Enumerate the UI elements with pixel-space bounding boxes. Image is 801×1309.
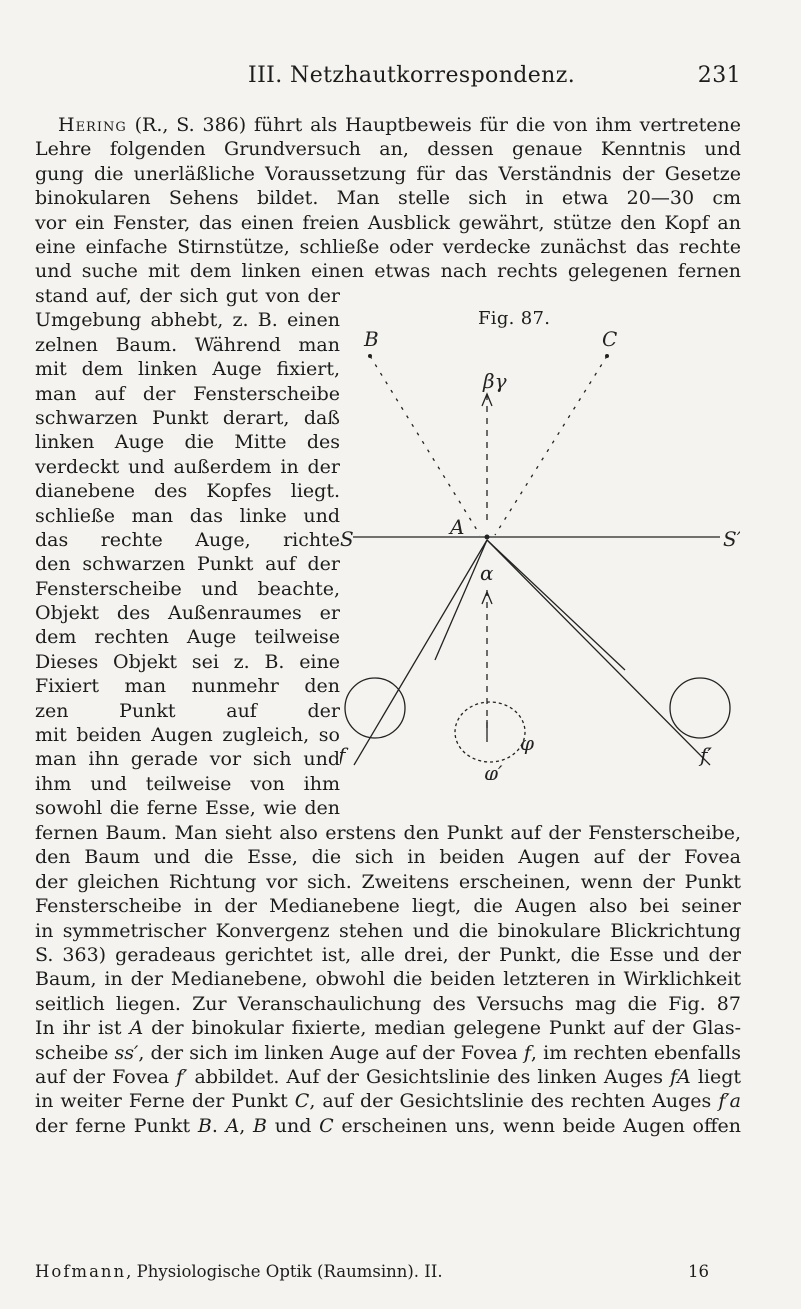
symbol-A: A [129,1017,144,1040]
text-fragment: , auf der Gesichtslinie des rechten Auges [309,1090,712,1113]
text-line: vor ein Fenster, das einen freien Ausblick gewährt, stütze den Kopf an [35,211,741,234]
point-C [605,354,609,358]
label-f-prime: f′ [700,743,712,767]
text-line: Fensterscheibe in der Medianebene liegt, die Augen also bei seiner [35,895,741,918]
text-line: in symmetrischer Konvergenz stehen und die binokulare Blickrichtung [35,919,741,942]
text-line: S. 363) geradeaus gerichtet ist, alle drei, der Punkt, die Esse und der [35,943,741,966]
footer-author: Hofmann [35,1262,127,1281]
symbol-C: C [294,1090,310,1113]
text-line: und suche mit dem linken einen etwas nach rechts gelegenen fernen [35,260,741,283]
text-line: Fixiert man nunmehr den [35,675,340,698]
text-line: Dieses Objekt sei z. B. eine [35,650,340,673]
footer-reference [35,1262,443,1281]
label-C: C [602,327,618,351]
text-line: den schwarzen Punkt auf der [35,553,340,576]
chapter-title: III. Netzhautkorrespondenz. [248,63,576,88]
symbol-f-prime-a: f′a [718,1090,741,1113]
text-line: mit dem linken Auge fixiert, [35,358,340,381]
text-fragment: liegt [697,1065,741,1088]
text-line: zelnen Baum. Während man [35,333,340,356]
label-A: A [450,515,465,539]
visual-line-left [354,540,487,765]
author-name: Hering [58,114,127,136]
visual-line-left-inner [435,540,487,660]
text-fragment: abbildet. Auf der Gesichtslinie des linken Auges [194,1065,663,1088]
text-line: fernen Baum. Man sieht also erstens den Punkt auf der Fensterscheibe, [35,822,741,844]
text-line [35,1041,741,1065]
figure-87 [340,310,740,780]
text-fragment: und [274,1114,312,1137]
text-line: schwarzen Punkt derart, daß [35,406,340,429]
symbol-f-prime: f′ [176,1065,188,1088]
text-line [35,1089,741,1113]
signature-mark: 16 [688,1262,709,1281]
text-fragment: der ferne Punkt [35,1114,191,1137]
text-fragment: , [239,1114,246,1137]
page-number: 231 [697,63,741,88]
text-fragment: scheibe [35,1041,109,1064]
text-line: mit beiden Augen zugleich, so [35,724,340,747]
text-fragment: der binokular fixierte, median gelegene Punkt auf der Glas- [151,1017,741,1040]
text-line: zen Punkt auf der [35,699,340,722]
paragraph-column [35,284,340,821]
text-line: Baum, in der Medianebene, obwohl die beiden letzteren in Wirklichkeit [35,968,741,991]
text-line: eine einfache Stirnstütze, schließe oder verdecke zunächst das rechte [35,235,741,258]
text-line: gung die unerläßliche Voraussetzung für das Verständnis der Gesetze [35,162,741,185]
label-B: B [364,327,379,351]
text-line: der gleichen Richtung vor sich. Zweitens erscheinen, wenn der Punkt [35,870,741,893]
symbol-fA: fA [670,1065,691,1088]
label-S-prime: S′ [723,527,740,551]
footer-title: , Physiologische Optik (Raumsinn). II. [126,1262,443,1281]
symbol-ss: ss′ [114,1041,139,1064]
text-fragment: in weiter Ferne der Punkt [35,1090,288,1113]
page-footer [35,1262,741,1284]
symbol-f: f [523,1041,531,1064]
text-fragment: (R., S. 386) führt als Hauptbeweis für die von ihm vertretene [134,114,741,136]
label-f [340,743,349,767]
label-alpha: α [480,561,494,585]
line-C-to-A [495,356,607,535]
label-phi: φ [520,731,535,755]
text-line [35,1114,741,1138]
text-line [35,1016,741,1040]
text-line: man ihn gerade vor sich und [35,748,340,771]
paragraph-intro [35,113,741,284]
text-line: Fensterscheibe und beachte, [35,577,340,600]
label-phi-prime: φ′ [484,761,503,780]
symbol-B-2: B [253,1114,268,1137]
symbol-A-2: A [225,1114,240,1137]
point-B [368,354,372,358]
cyclopean-eye [455,702,525,762]
text-line: seitlich liegen. Zur Veranschaulichung des Versuchs mag die Fig. 87 [35,992,741,1015]
text-line: Umgebung abhebt, z. B. einen [35,309,340,332]
text-fragment: In ihr ist [35,1017,122,1040]
text-line: das rechte Auge, richte [35,528,340,551]
text-line: verdeckt und außerdem in der [35,455,340,478]
figure-diagram [340,310,740,780]
text-line: sowohl die ferne Esse, wie den [35,797,340,820]
figure-caption: Fig. 87. [478,308,551,329]
visual-line-right-inner [487,540,625,670]
text-line: dianebene des Kopfes liegt. [35,480,340,503]
text-line: binokularen Sehens bildet. Man stelle sich in etwa 20—30 cm [35,187,741,210]
text-fragment: auf der Fovea [35,1065,170,1088]
text-line [35,1065,741,1089]
text-line [35,113,741,137]
right-eye [670,678,730,738]
text-line: den Baum und die Esse, die sich in beiden Augen auf der Fovea [35,846,741,869]
label-S: S [340,527,354,551]
symbol-B: B [197,1114,212,1137]
text-line: Objekt des Außenraumes er [35,602,340,625]
text-line: stand auf, der sich gut von der [35,285,340,307]
text-fragment: , der sich im linken Auge auf der Fovea [138,1041,518,1064]
label-beta-gamma: βγ [483,369,507,393]
text-fragment: erscheinen uns, wenn beide Augen offen [341,1114,741,1137]
text-line: ihm und teilweise von ihm [35,772,340,795]
text-line: schließe man das linke und [35,504,340,527]
point-A [485,535,490,540]
text-line: dem rechten Auge teilweise [35,626,340,649]
text-line: linken Auge die Mitte des [35,431,340,454]
text-line: Lehre folgenden Grundversuch an, dessen genaue Kenntnis und [35,138,741,161]
text-fragment: . [211,1114,218,1137]
symbol-C-2: C [319,1114,334,1137]
running-header [60,63,741,91]
text-line: man auf der Fensterscheibe [35,382,340,405]
paragraph-after [35,821,741,1138]
line-B-to-A [370,356,480,535]
text-fragment: , im rechten ebenfalls [530,1041,741,1064]
